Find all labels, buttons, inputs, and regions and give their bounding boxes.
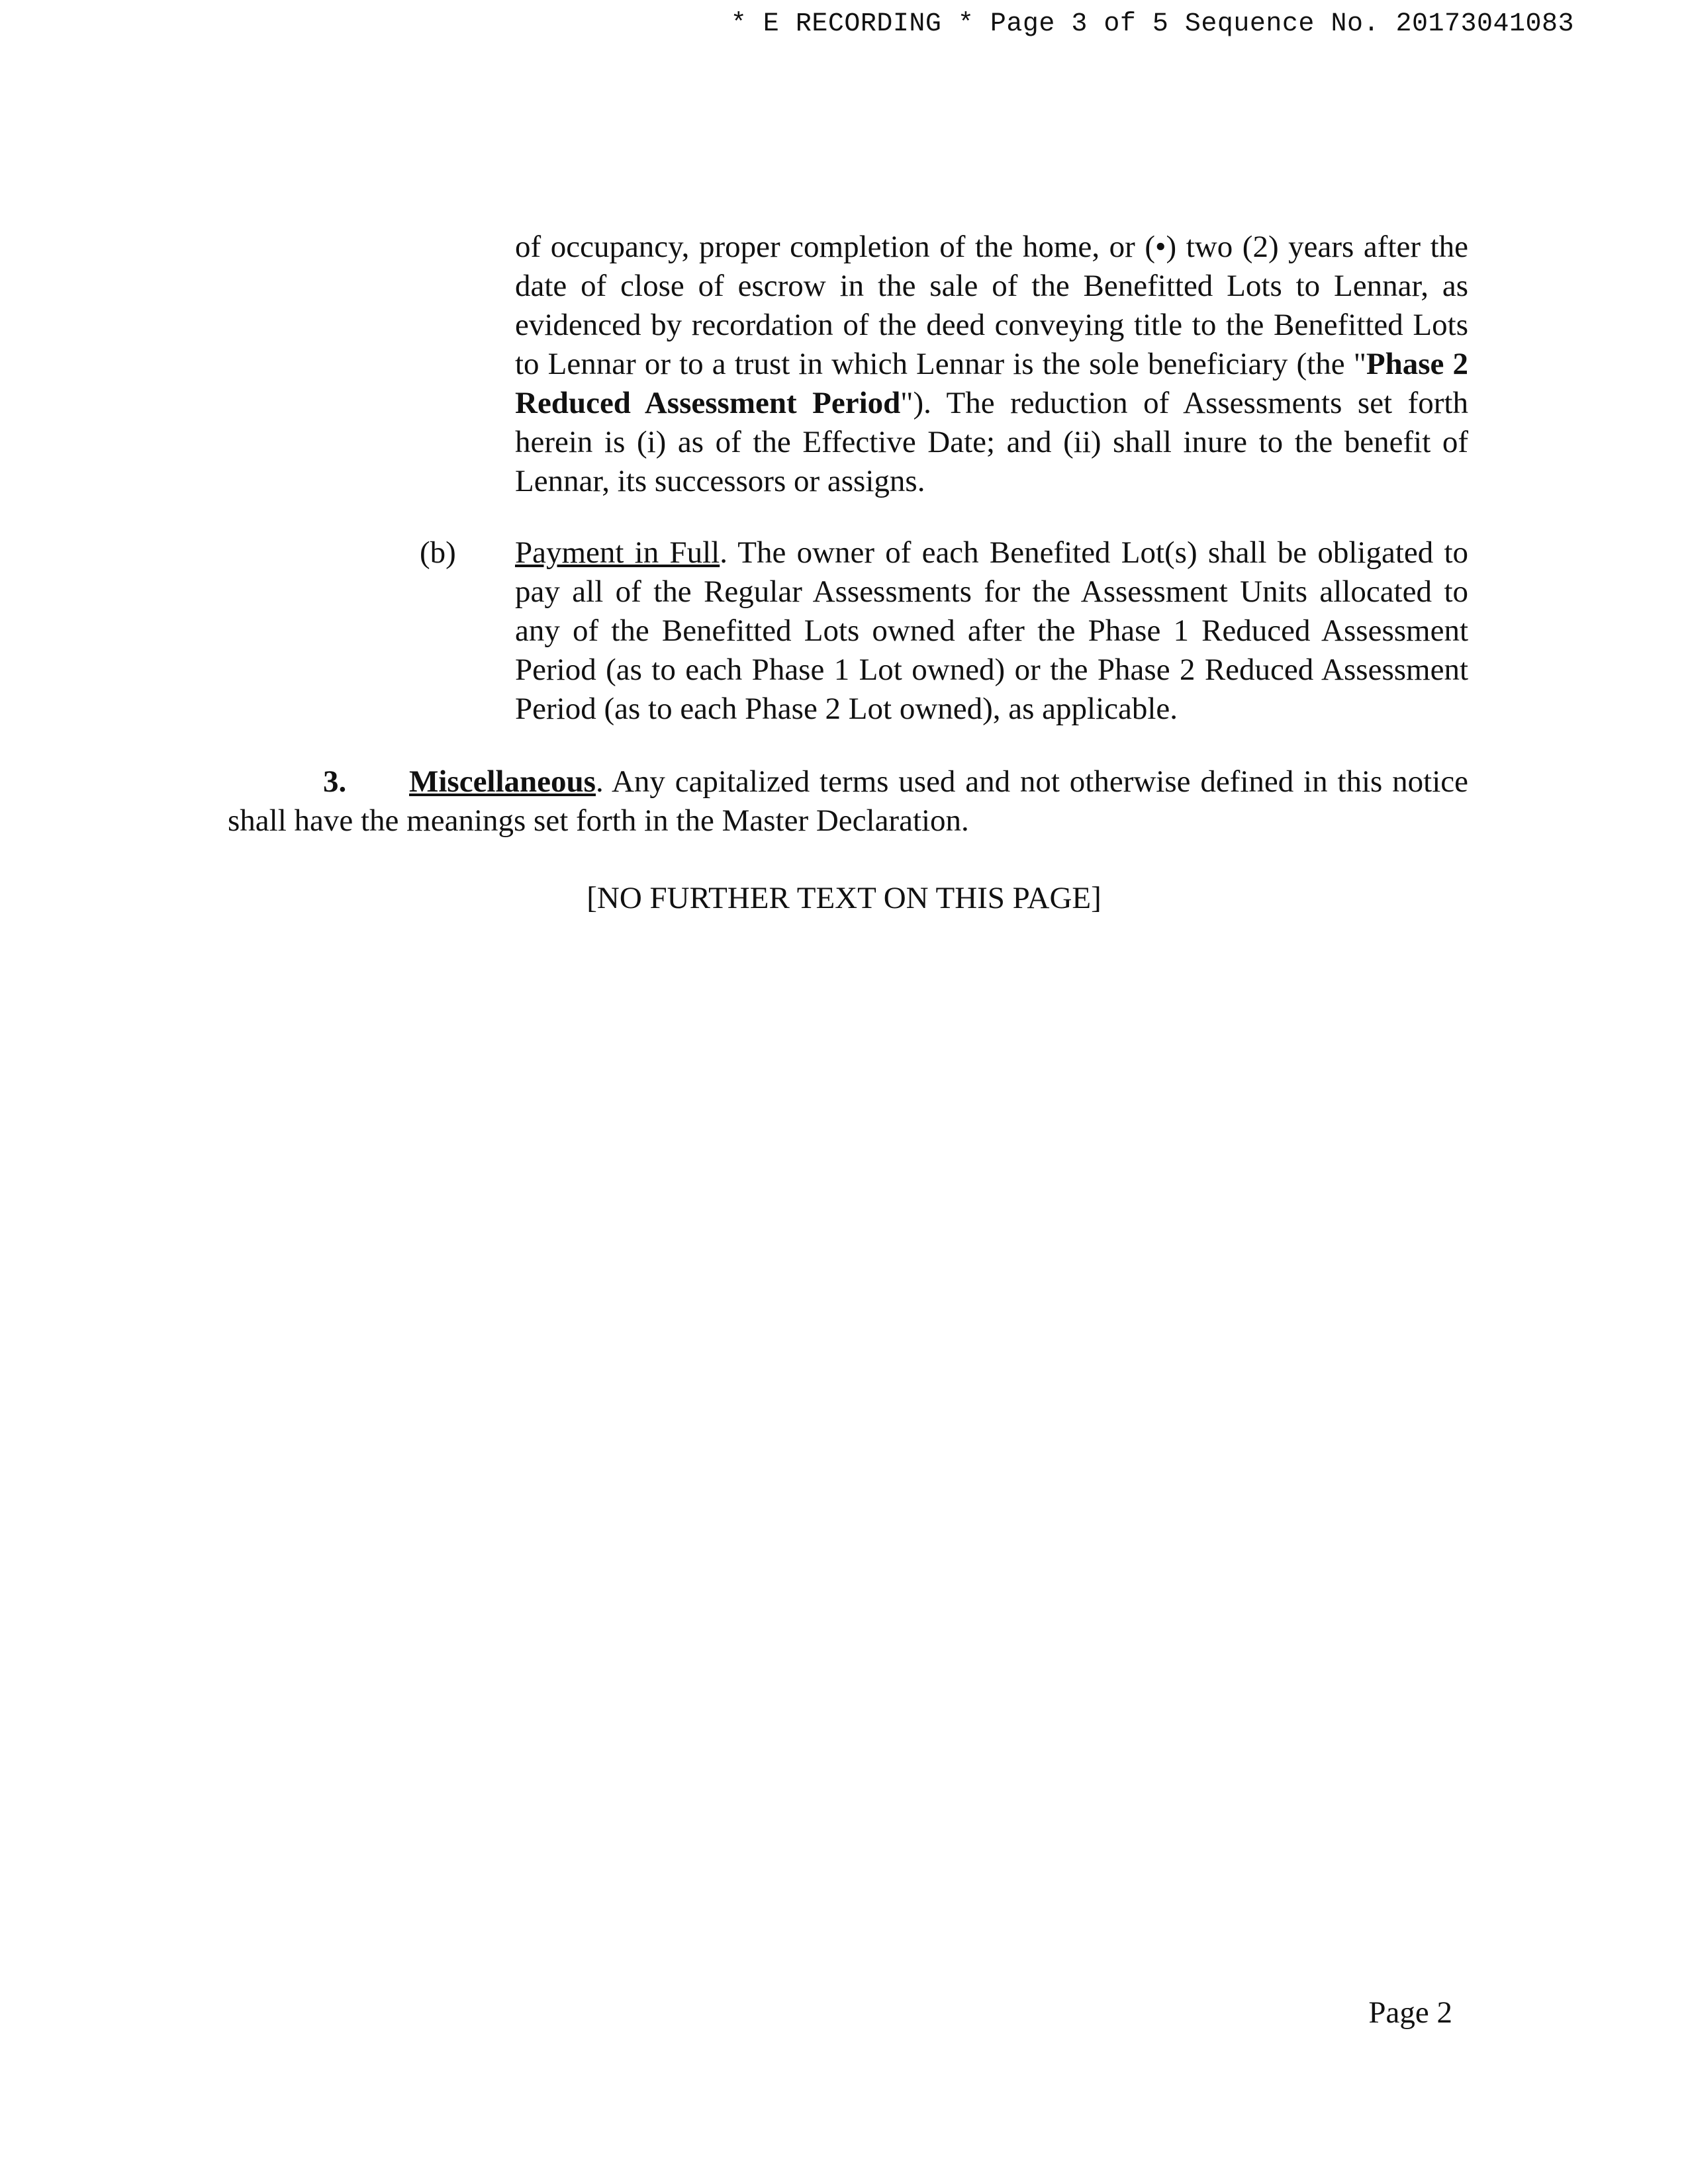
recording-header: * E RECORDING * Page 3 of 5 Sequence No. 20173041083: [730, 9, 1574, 39]
paragraph-a-continuation: [515, 228, 1468, 501]
item-b-label: (b): [420, 535, 456, 570]
section-3-number: 3.: [323, 764, 347, 799]
section-3-text: . Any capitalized terms used and not otherwise defined in this notice shall have the meanings set forth in the Master Declaration.: [228, 764, 1468, 838]
item-b-body: [515, 533, 1468, 729]
section-3-heading: Miscellaneous: [409, 764, 596, 799]
section-3: [228, 762, 1468, 841]
paragraph-a-text-2: "). The reduction of Assessments set forth herein is (i) as of the Effective Date; and (ii) shall inure to the benefit of Lennar, its successors or assigns.: [515, 386, 1468, 498]
no-further-text-notice: [NO FURTHER TEXT ON THIS PAGE]: [586, 881, 1102, 915]
item-b-text: . The owner of each Benefited Lot(s) shall be obligated to pay all of the Regular Assessments for the Assessment Units allocated to any of the Benefitted Lots owned after the Phase 1 Reduced Assessment Period (as to each Phase 1 Lot owned) or the Phase 2 Reduced Assessment Period (as to each Phase 2 Lot owned), as applicable.: [515, 535, 1468, 726]
item-b-heading: Payment in Full: [515, 535, 720, 570]
page-number: Page 2: [1368, 1995, 1452, 2030]
paragraph-a-text-1: of occupancy, proper completion of the home, or (•) two (2) years after the date of close of escrow in the sale of the Benefitted Lots to Lennar, as evidenced by recordation of the deed conveying title to the Benefitted Lots to Lennar or to a trust in which Lennar is the sole beneficiary (the ": [515, 230, 1468, 381]
defined-term-phase-2-period: Phase 2 Reduced Assessment Period: [515, 347, 1468, 420]
